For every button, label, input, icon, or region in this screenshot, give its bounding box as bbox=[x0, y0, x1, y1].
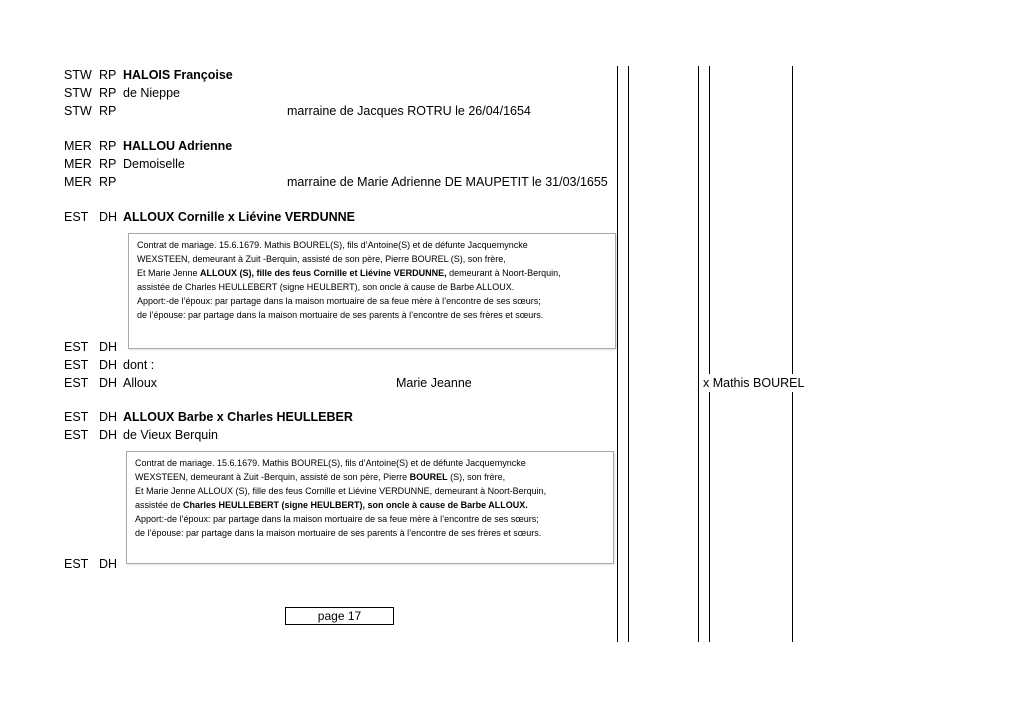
parish-code: EST bbox=[64, 340, 89, 354]
parish-code: EST bbox=[64, 428, 89, 442]
note-line bbox=[137, 266, 607, 280]
note-text: WEXSTEEN, demeurant à Zuit -Berquin, assisté de son père, Pierre bbox=[135, 472, 410, 482]
person-detail: Demoiselle bbox=[123, 157, 185, 171]
note-text: (S), son frère, bbox=[447, 472, 506, 482]
page-number: page 17 bbox=[285, 607, 394, 625]
parish-code: STW bbox=[64, 104, 92, 118]
note-text-bold: ALLOUX (S), fille des feus Cornille et Liévine VERDUNNE, bbox=[200, 268, 447, 278]
note-line: Contrat de mariage. 15.6.1679. Mathis BOUREL(S), fils d’Antoine(S) et de défunte Jacquemyncke bbox=[135, 458, 526, 468]
note-line: Et Marie Jenne ALLOUX (S), fille des feus Cornille et Liévine VERDUNNE, demeurant à Noort-Berquin, bbox=[135, 486, 547, 496]
record-type: RP bbox=[99, 104, 117, 118]
record-type: RP bbox=[99, 157, 117, 171]
record-type: RP bbox=[99, 86, 117, 100]
record-type: DH bbox=[99, 428, 118, 442]
marriage-contract-note bbox=[128, 233, 616, 349]
person-detail: dont : bbox=[123, 358, 155, 372]
record-type: RP bbox=[99, 139, 117, 153]
note-line: Apport:-de l’époux: par partage dans la maison mortuaire de sa feue mère à l’encontre de ses sœurs; bbox=[135, 514, 539, 524]
note-line: WEXSTEEN, demeurant à Zuit -Berquin, assisté de son père, Pierre BOUREL (S), son frère, bbox=[137, 254, 506, 264]
column-rule bbox=[617, 66, 618, 642]
note-line: de l’épouse: par partage dans la maison mortuaire de ses parents à l’encontre de ses frères et sœurs. bbox=[137, 310, 544, 320]
event-note: marraine de Marie Adrienne DE MAUPETIT le 31/03/1655 bbox=[287, 175, 608, 189]
couple-name: ALLOUX Barbe x Charles HEULLEBER bbox=[123, 410, 353, 424]
record-type: DH bbox=[99, 410, 118, 424]
parish-code: EST bbox=[64, 410, 89, 424]
record-type: RP bbox=[99, 175, 117, 189]
parish-code: STW bbox=[64, 86, 92, 100]
record-type: DH bbox=[99, 210, 118, 224]
spouse-name: x Mathis BOUREL bbox=[703, 376, 805, 390]
parish-code: STW bbox=[64, 68, 92, 82]
note-text: demeurant à Noort-Berquin, bbox=[446, 268, 561, 278]
parish-code: EST bbox=[64, 557, 89, 571]
parish-code: EST bbox=[64, 210, 89, 224]
column-rule bbox=[698, 66, 699, 642]
event-note: marraine de Jacques ROTRU le 26/04/1654 bbox=[287, 104, 531, 118]
note-text-bold: Charles HEULLEBERT (signe HEULBERT), son oncle à cause de Barbe ALLOUX. bbox=[183, 500, 528, 510]
record-type: DH bbox=[99, 557, 118, 571]
parish-code: MER bbox=[64, 175, 92, 189]
person-name: HALLOU Adrienne bbox=[123, 139, 233, 153]
column-rule bbox=[709, 66, 710, 642]
note-line: Contrat de mariage. 15.6.1679. Mathis BOUREL(S), fils d’Antoine(S) et de défunte Jacquemyncke bbox=[137, 240, 528, 250]
record-type: RP bbox=[99, 68, 117, 82]
parish-code: EST bbox=[64, 376, 89, 390]
note-line: de l’épouse: par partage dans la maison mortuaire de ses parents à l’encontre de ses frères et sœurs. bbox=[135, 528, 542, 538]
marriage-contract-note bbox=[126, 451, 614, 564]
child-surname: Alloux bbox=[123, 376, 158, 390]
column-rule bbox=[628, 66, 629, 642]
record-type: DH bbox=[99, 340, 118, 354]
column-rule bbox=[792, 66, 793, 642]
parish-code: MER bbox=[64, 139, 92, 153]
person-detail: de Vieux Berquin bbox=[123, 428, 218, 442]
record-type: DH bbox=[99, 376, 118, 390]
parish-code: EST bbox=[64, 358, 89, 372]
person-detail: de Nieppe bbox=[123, 86, 180, 100]
entry-row bbox=[0, 374, 1024, 392]
note-text: assistée de bbox=[135, 500, 184, 510]
note-line: Apport:-de l’époux: par partage dans la maison mortuaire de sa feue mère à l’encontre de ses sœurs; bbox=[137, 296, 541, 306]
note-line bbox=[135, 498, 605, 512]
note-text-bold: BOUREL bbox=[409, 472, 448, 482]
note-line: assistée de Charles HEULLEBERT (signe HEULBERT), son oncle à cause de Barbe ALLOUX. bbox=[137, 282, 515, 292]
child-given-name: Marie Jeanne bbox=[396, 376, 472, 390]
note-text: Et Marie Jenne bbox=[137, 268, 201, 278]
parish-code: MER bbox=[64, 157, 92, 171]
couple-name: ALLOUX Cornille x Liévine VERDUNNE bbox=[123, 210, 355, 224]
note-line bbox=[135, 470, 605, 484]
record-type: DH bbox=[99, 358, 118, 372]
person-name: HALOIS Françoise bbox=[123, 68, 233, 82]
